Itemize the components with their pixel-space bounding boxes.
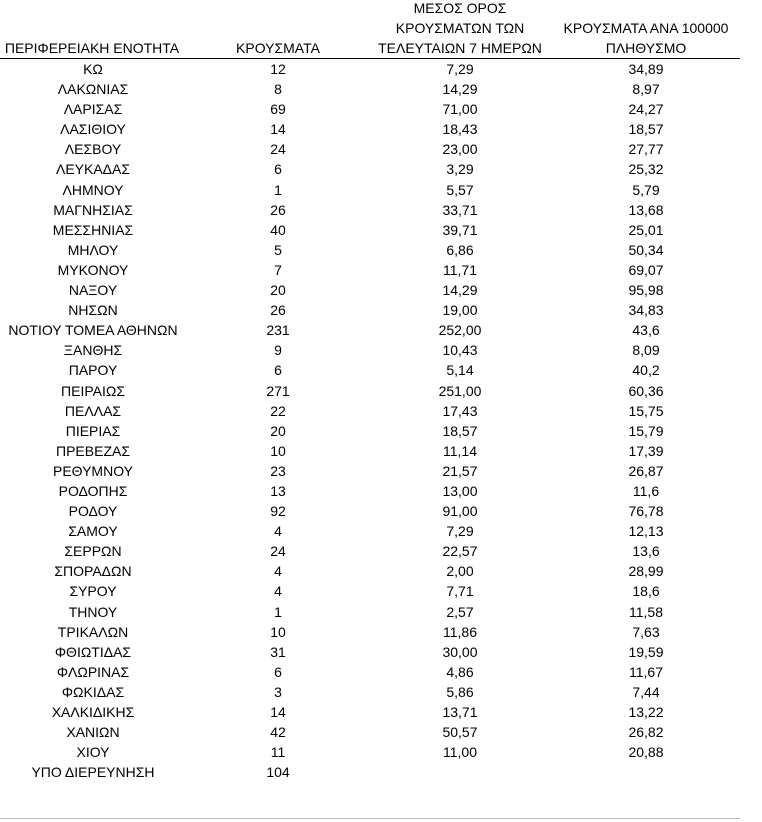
region-cell: ΠΑΡΟΥ [68,362,118,379]
cases-cell: 92 [270,503,286,520]
avg7-cell: 18,43 [442,121,478,138]
per100k-cell: 11,6 [632,482,660,499]
cases-cell: 231 [266,322,290,339]
avg7-cell: 13,71 [442,704,478,720]
avg7-cell: 252,00 [438,322,482,339]
per100k-cell: 12,13 [628,523,664,540]
per100k-cell: 60,36 [628,382,664,399]
cases-cell: 69 [270,101,286,118]
per100k-cell: 7,44 [632,683,660,700]
cases-cell: 271 [266,382,290,399]
table-row [0,159,760,179]
region-cell: ΣΠΟΡΑΔΩΝ [54,563,132,580]
region-cell: ΚΩ [83,61,103,77]
avg7-cell: 7,29 [446,523,474,540]
per100k-cell: 5,79 [632,181,660,198]
per100k-cell: 20,88 [628,744,664,761]
region-cell: ΛΑΣΙΘΙΟΥ [60,121,126,138]
avg7-cell: 6,86 [446,241,474,258]
region-cell: ΛΑΡΙΣΑΣ [63,101,123,118]
cases-cell: 6 [274,161,282,178]
avg7-cell: 33,71 [442,201,478,218]
cases-cell: 5 [274,241,282,258]
header-avg7-line3: ΤΕΛΕΥΤΑΙΩΝ 7 ΗΜΕΡΩΝ [378,40,542,56]
region-cell: ΝΑΞΟΥ [68,282,118,299]
table-row [0,200,760,220]
per100k-cell: 18,6 [632,583,660,600]
table-row [0,581,760,601]
cases-cell: 8 [274,81,282,98]
region-cell: ΣΕΡΡΩΝ [64,543,122,560]
table-row [0,541,760,561]
avg7-cell: 39,71 [442,221,478,238]
cases-cell: 9 [274,342,282,359]
table-row [0,401,760,421]
region-cell: ΦΘΙΩΤΙΔΑΣ [54,643,132,660]
region-cell: ΥΠΟ ΔΙΕΡΕΥΝΗΣΗ [31,764,155,781]
avg7-cell: 11,14 [443,442,477,459]
region-cell: ΡΕΘΥΜΝΟΥ [52,462,133,479]
avg7-cell: 7,71 [446,583,474,600]
avg7-cell: 14,29 [442,81,478,98]
table-row [0,602,760,622]
per100k-cell: 13,68 [628,201,664,218]
table-row [0,381,760,401]
region-cell: ΤΡΙΚΑΛΩΝ [57,623,129,640]
cases-cell: 13 [270,482,286,499]
header-per100k-line1: ΚΡΟΥΣΜΑΤΑ ΑΝΑ 100000 [563,20,729,36]
per100k-cell: 69,07 [628,261,664,278]
table-row [0,441,760,461]
per100k-cell: 40,2 [632,362,660,379]
region-cell: ΠΡΕΒΕΖΑΣ [55,442,130,459]
header-per100k-line2: ΠΛΗΘΥΣΜΟ [605,40,687,56]
per100k-cell: 76,78 [628,503,664,520]
cases-cell: 3 [274,683,282,700]
per100k-cell: 8,97 [632,81,660,98]
avg7-cell: 11,71 [443,261,477,278]
region-cell: ΛΕΣΒΟΥ [64,141,122,158]
avg7-cell: 5,86 [446,683,474,700]
table-row [0,662,760,682]
table-row [0,180,760,200]
table-row [0,481,760,501]
header-region-label: ΠΕΡΙΦΕΡΕΙΑΚΗ ΕΝΟΤΗΤΑ [4,40,180,56]
per100k-cell: 27,77 [628,141,664,158]
avg7-cell: 5,14 [446,362,474,379]
per100k-cell: 26,87 [628,462,664,479]
avg7-cell: 30,00 [442,643,478,660]
per100k-cell: 19,59 [628,643,664,660]
avg7-cell: 91,00 [442,503,478,520]
region-cell: ΦΛΩΡΙΝΑΣ [56,663,130,680]
region-cell: ΜΥΚΟΝΟΥ [57,261,129,278]
region-cell: ΦΩΚΙΔΑΣ [61,683,125,700]
per100k-cell: 15,75 [628,402,664,419]
avg7-cell: 22,57 [442,543,478,560]
table-row [0,561,760,581]
header-avg7-line1: ΜΕΣΟΣ ΟΡΟΣ [413,0,507,16]
region-cell: ΠΕΛΛΑΣ [64,402,122,419]
cases-cell: 6 [274,362,282,379]
per100k-cell: 24,27 [628,101,664,118]
table-row [0,501,760,521]
per100k-cell: 34,89 [628,61,664,77]
avg7-cell: 5,57 [446,181,474,198]
per100k-cell: 17,39 [628,442,664,459]
table-row [0,682,760,702]
per100k-cell: 11,67 [629,663,663,680]
header-cases [230,38,326,58]
region-cell: ΜΗΛΟΥ [67,241,119,258]
table-row [0,300,760,320]
cases-cell: 4 [274,563,282,580]
cases-cell: 12 [270,61,286,77]
region-cell: ΣΑΜΟΥ [68,523,118,540]
avg7-cell: 2,57 [446,603,474,620]
per100k-cell: 13,22 [628,704,664,720]
region-cell: ΛΕΥΚΑΔΑΣ [55,161,131,178]
region-cell: ΜΑΓΝΗΣΙΑΣ [53,201,133,218]
avg7-cell: 17,43 [442,402,478,419]
cases-cell: 20 [270,422,286,439]
table-row [0,762,760,782]
header-per100k [552,18,740,58]
per100k-cell: 8,09 [632,342,660,359]
cases-cell: 26 [270,201,286,218]
avg7-cell: 7,29 [446,61,474,77]
per100k-cell: 26,82 [628,724,664,741]
per100k-cell: 15,79 [628,422,664,439]
avg7-cell: 13,00 [442,482,478,499]
region-cell: ΡΟΔΟΥ [68,503,118,520]
cases-cell: 1 [274,603,282,620]
cases-cell: 26 [270,302,286,319]
table-row [0,642,760,662]
region-cell: ΞΑΝΘΗΣ [63,342,123,359]
avg7-cell: 21,57 [442,462,478,479]
avg7-cell: 23,00 [442,141,478,158]
per100k-cell: 50,34 [628,241,664,258]
table-row [0,280,760,300]
avg7-cell: 19,00 [442,302,478,319]
cases-cell: 20 [270,282,286,299]
footer-rule [0,818,740,819]
region-cell: ΧΑΝΙΩΝ [66,724,120,741]
region-cell: ΤΗΝΟΥ [68,603,118,620]
per100k-cell: 25,32 [628,161,664,178]
cases-cell: 10 [270,442,286,459]
region-cell: ΧΑΛΚΙΔΙΚΗΣ [51,704,135,720]
table-row [0,360,760,380]
header-region [0,38,184,58]
table-row [0,421,760,441]
table-row [0,99,760,119]
table-row [0,320,760,340]
avg7-cell: 251,00 [438,382,482,399]
region-cell: ΛΑΚΩΝΙΑΣ [57,81,129,98]
avg7-cell: 50,57 [442,724,478,741]
table-row [0,521,760,541]
cases-cell: 40 [270,221,286,238]
table-row [0,139,760,159]
avg7-cell: 10,43 [442,342,478,359]
region-cell: ΠΙΕΡΙΑΣ [65,422,121,439]
cases-cell: 4 [274,583,282,600]
table-row [0,119,760,139]
cases-table-body [0,59,760,782]
region-cell: ΛΗΜΝΟΥ [62,181,124,198]
region-cell: ΝΗΣΩΝ [68,302,118,319]
cases-cell: 7 [274,261,282,278]
avg7-cell: 3,29 [446,161,474,178]
avg7-cell: 11,86 [443,623,477,640]
table-row [0,340,760,360]
table-row [0,59,760,79]
region-cell: ΡΟΔΟΠΗΣ [58,482,128,499]
table-row [0,240,760,260]
cases-cell: 23 [270,462,286,479]
avg7-cell: 11,00 [443,744,477,761]
region-cell: ΜΕΣΣΗΝΙΑΣ [52,221,134,238]
avg7-cell: 4,86 [446,663,474,680]
avg7-cell: 18,57 [442,422,478,439]
cases-cell: 10 [270,623,286,640]
per100k-cell: 95,98 [628,282,664,299]
region-cell: ΝΟΤΙΟΥ ΤΟΜΕΑ ΑΘΗΝΩΝ [8,322,178,339]
table-row [0,220,760,240]
cases-cell: 24 [270,543,286,560]
cases-cell: 24 [270,141,286,158]
cases-cell: 104 [266,764,290,781]
per100k-cell: 18,57 [628,121,664,138]
per100k-cell: 25,01 [628,221,664,238]
region-cell: ΣΥΡΟΥ [69,583,117,600]
cases-cell: 6 [274,663,282,680]
avg7-cell: 2,00 [446,563,474,580]
cases-cell: 4 [274,523,282,540]
region-cell: ΧΙΟΥ [76,744,110,761]
header-avg7 [370,0,550,58]
per100k-cell: 28,99 [628,563,664,580]
cases-cell: 22 [270,402,286,419]
table-row [0,722,760,742]
per100k-cell: 34,83 [628,302,664,319]
cases-cell: 1 [274,181,282,198]
per100k-cell: 11,58 [629,603,663,620]
table-row [0,79,760,99]
per100k-cell: 13,6 [632,543,660,560]
cases-cell: 14 [270,121,286,138]
region-cell: ΠΕΙΡΑΙΩΣ [61,382,125,399]
table-row [0,260,760,280]
per100k-cell: 7,63 [632,623,660,640]
table-row [0,742,760,762]
header-cases-label: ΚΡΟΥΣΜΑΤΑ [236,40,320,56]
cases-cell: 31 [270,643,286,660]
table-row [0,702,760,722]
cases-cell: 14 [270,704,286,720]
cases-cell: 11 [270,744,286,761]
cases-cell: 42 [270,724,286,741]
avg7-cell: 71,00 [442,101,478,118]
avg7-cell: 14,29 [442,282,478,299]
table-row [0,461,760,481]
table-row [0,622,760,642]
header-avg7-line2: ΚΡΟΥΣΜΑΤΩΝ ΤΩΝ [395,20,525,36]
per100k-cell: 43,6 [632,322,660,339]
